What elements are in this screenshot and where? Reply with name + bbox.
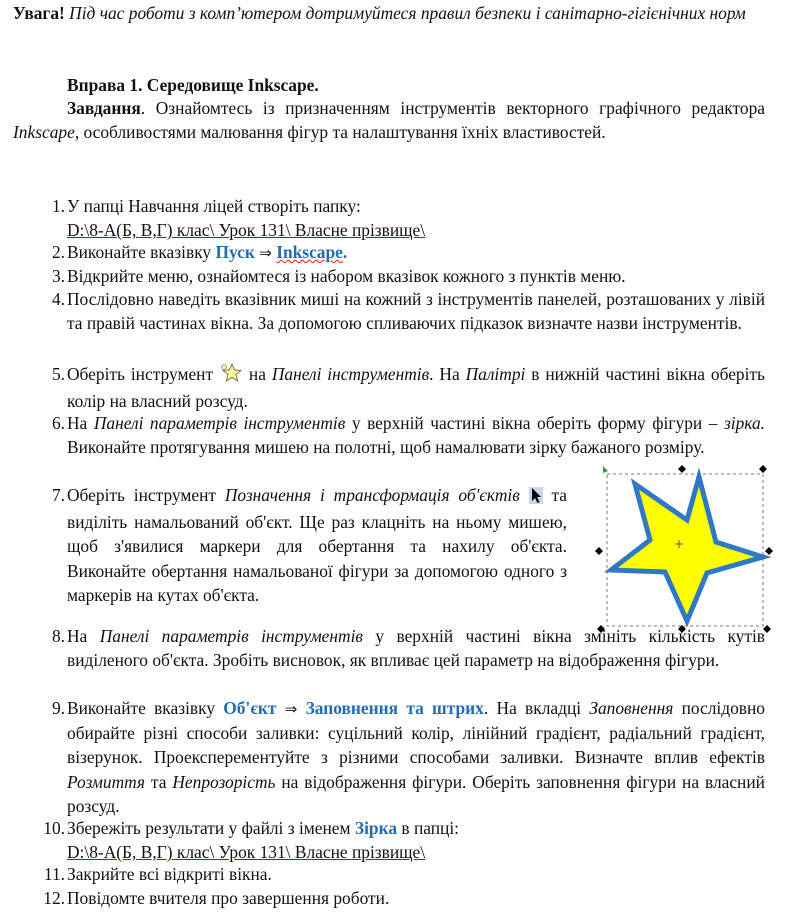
folder-path: D:\8-А(Б, В,Г) клас\ Урок 131\ Власне прізвище\ <box>67 220 426 241</box>
task-text-end: , особливостями малювання фігур та налаштування їхніх властивостей. <box>74 122 606 143</box>
command-fill-stroke: Заповнення та штрих <box>305 698 484 718</box>
item-1-text: У папці Навчання ліцей створіть папку: <box>67 196 361 216</box>
item-text: Збережіть результати у файлі з іменем Зірка в папці: D:\8-А(Б, В,Г) клас\ Урок 131\ Власне прізвище\ <box>67 816 765 864</box>
task-paragraph <box>13 96 765 144</box>
file-name-zirka: Зірка <box>354 818 398 838</box>
item-number: 8. <box>51 626 65 646</box>
arrow-right-icon: ⇒ <box>284 700 298 718</box>
item-number: 5. <box>51 364 65 384</box>
command-start: Пуск <box>215 242 255 262</box>
item-number: 10. <box>43 818 65 838</box>
item-text <box>67 194 765 242</box>
item-text: Послідовно наведіть вказівник миші на кожний з інструментів панелей, розташованих у лівій та правій частинах вікна. За допомогою спливаючих підказок визначте назви інструментів. <box>67 289 765 334</box>
item-number: 4. <box>51 289 65 309</box>
item-number: 11. <box>43 864 65 884</box>
item-number: 9. <box>51 698 65 718</box>
item-number: 7. <box>51 485 65 505</box>
item-number: 2. <box>51 242 65 262</box>
item-text: На Панелі параметрів інструментів у верхній частині вікна оберіть форму фігури – зірка. Виконайте протягування мишею на полотні, щоб намалювати зірку бажаного розміру. <box>67 413 766 458</box>
item-number: 3. <box>51 266 65 286</box>
item-text: Оберіть інструмент Позначення і трансформація об'єктів та виділіть намальований об'єкт. Ще раз клацніть на ньому мишею, щоб з'явилися маркери для обертання та нахилу об'єкта. Виконайте обертання намальованої фігури за допомогою одного з маркерів на кутах об'єкта. <box>67 485 567 605</box>
star-selection-figure <box>595 462 775 634</box>
exercise-title: Вправа 1. Середовище Inkscape. <box>67 75 319 95</box>
folder-path: D:\8-А(Б, В,Г) клас\ Урок 131\ Власне прізвище\ <box>67 842 426 863</box>
warning-text: Під час роботи з комп’ютером дотримуйтеся правил безпеки і санітарно-гігієнічних норм <box>64 3 746 23</box>
arrow-right-icon: ⇒ <box>259 244 272 262</box>
item-text: Оберіть інструмент на Панелі інструментів. На Палітрі в нижній частині вікна оберіть колір на власний розсуд. <box>67 364 765 412</box>
command-object: Об'єкт <box>223 698 277 718</box>
svg-text:+: + <box>674 537 685 551</box>
task-label: Завдання <box>67 98 141 118</box>
star-tool-icon <box>219 363 243 389</box>
item-text: Виконайте вказівку Пуск ⇒ Inkscape. <box>67 242 348 262</box>
command-inkscape: Inkscape <box>276 242 343 262</box>
task-app-name: Inkscape <box>13 122 75 143</box>
item-text: На Панелі параметрів інструментів у верхній частині вікна змініть кількість кутів виділеного об'єкта. Зробіть висновок, як впливає цей параметр на відображення фігури. <box>67 626 765 671</box>
item-number: 1. <box>51 196 65 216</box>
safety-warning <box>13 1 765 25</box>
item-number: 12. <box>43 888 65 908</box>
star-shape <box>611 477 763 621</box>
item-text: Відкрийте меню, ознайомтеся із набором вказівок кожного з пунктів меню. <box>67 266 626 286</box>
item-number: 6. <box>51 413 65 433</box>
warning-label: Увага! <box>13 3 65 23</box>
task-text: . Ознайомтесь із призначенням інструментів векторного графічного редактора <box>140 98 765 118</box>
item-text: Закрийте всі відкриті вікна. <box>67 864 272 884</box>
item-text: Повідомте вчителя про завершення роботи. <box>67 888 390 908</box>
selector-arrow-icon <box>529 486 543 510</box>
item-text: Виконайте вказівку Об'єкт ⇒ Заповнення та штрих. На вкладці Заповнення послідовно обирайте різні способи заливки: суцільний колір, лінійний градієнт, радіальний градієнт, візерунок. Проексперементуйте з різними способами заливки. Визначте вплив ефектів Розмиття та Непрозорість на відображення фігури. Оберіть заповнення фігури на власний розсуд. <box>67 698 765 816</box>
